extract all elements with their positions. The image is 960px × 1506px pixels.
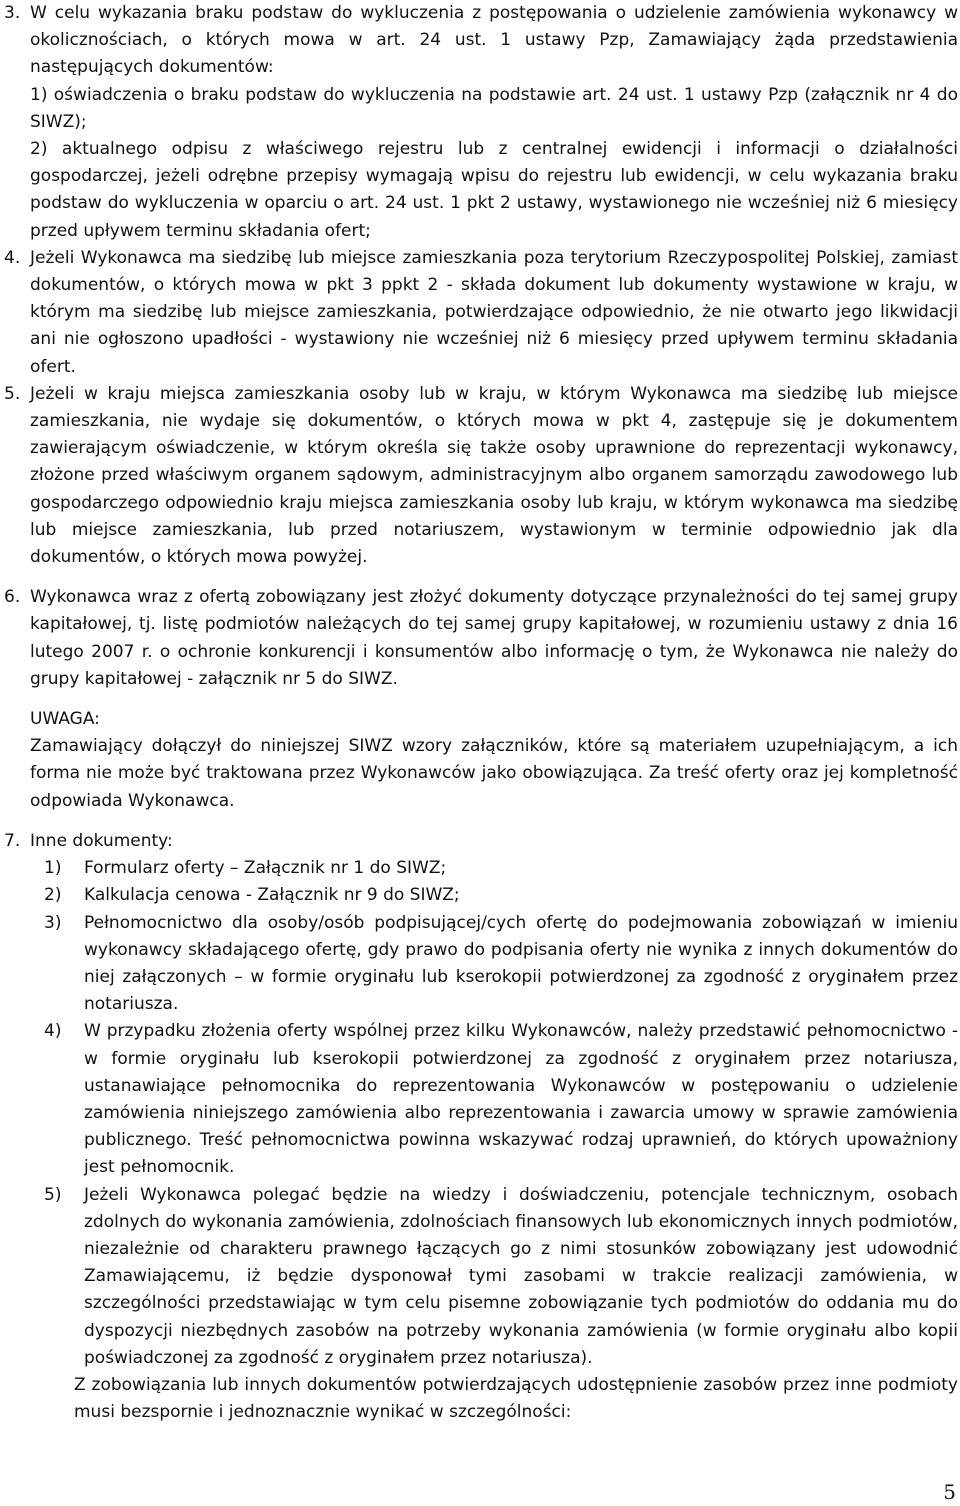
section-6-text: Wykonawca wraz z ofertą zobowiązany jest złożyć dokumenty dotyczące przynależności do tej samej grupy kapitałowej, tj. listę podmiotów należących do tej samej grupy kapitałowej, w rozumieniu ustawy z dnia 16 lutego 2007 r. o ochronie konkurencji i konsumentów albo informację o tym, że Wykonawca nie należy do grupy kapitałowej - załącznik nr 5 do SIWZ. <box>30 587 958 689</box>
section-7-tail: Z zobowiązania lub innych dokumentów potwierdzających udostępnienie zasobów przez inne podmioty musi bezspornie i jednoznacznie wynikać w szczególności: <box>74 1374 958 1423</box>
section-7-list <box>30 855 958 1372</box>
section-6 <box>4 584 958 693</box>
list-item <box>44 882 958 909</box>
section-number: 3. <box>4 3 21 23</box>
section-number: 7. <box>4 830 21 851</box>
page-number: 5 <box>943 1480 956 1504</box>
section-number: 5. <box>4 383 21 404</box>
list-item-number: 3) <box>44 912 62 933</box>
section-5-text: Jeżeli w kraju miejsca zamieszkania osoby lub w kraju, w którym Wykonawca ma siedzibę lub miejsce zamieszkania, nie wydaje się dokumentów, o których mowa w pkt 4, zastępuje się je dokumentem zawierającym oświadczenie, w którym określa się także osoby uprawnione do reprezentacji wykonawcy, złożone przed właściwym organem sądowym, administracyjnym albo organem samorządu zawodowego lub gospodarczego odpowiednio kraju miejsca zamieszkania osoby lub kraju, w którym wykonawca ma siedzibę lub miejsce zamieszkania, lub przed notariuszem, wystawionym w terminie odpowiednio jak dla dokumentów, o których mowa powyżej. <box>30 383 958 568</box>
list-item-number: 4) <box>44 1021 62 1042</box>
list-item-number: 1) <box>44 858 62 879</box>
section-3-intro: W celu wykazania braku podstaw do wykluczenia z postępowania o udzielenie zamówienia wykonawcy w okolicznościach, o których mowa w art. 24 ust. 1 ustawy Pzp, Zamawiający żąda przedstawienia następujących dokumentów: <box>30 3 958 78</box>
list-item <box>44 855 958 882</box>
section-7 <box>4 828 958 855</box>
section-4 <box>4 245 958 381</box>
list-item <box>44 910 958 1019</box>
list-item <box>44 1182 958 1372</box>
section-5 <box>4 381 958 571</box>
section-3 <box>4 0 958 245</box>
notice-text: Zamawiający dołączył do niniejszej SIWZ wzory załączników, które są materiałem uzupełniającym, a ich forma nie może być traktowana przez Wykonawców jako obowiązująca. Za treść oferty oraz jej kompletność odpowiada Wykonawca. <box>30 736 958 811</box>
list-item-text: W przypadku złożenia oferty wspólnej przez kilku Wykonawców, należy przedstawić pełnomocnictwo - w formie oryginału lub kserokopii potwierdzonej za zgodność z oryginałem przez notariusza, ustanawiające pełnomocnika do reprezentowania Wykonawców w postępowaniu o udzielenie zamówienia niniejszego zamówienia albo reprezentowania i zawarcia umowy w sprawie zamówienia publicznego. Treść pełnomocnictwa powinna wskazywać rodzaj uprawnień, do których upoważniony jest pełnomocnik. <box>84 1021 958 1178</box>
list-item-text: Formularz oferty – Załącznik nr 1 do SIWZ; <box>84 858 447 879</box>
section-3-item-1: 1) oświadczenia o braku podstaw do wykluczenia na podstawie art. 24 ust. 1 ustawy Pzp (załącznik nr 4 do SIWZ); <box>30 84 958 132</box>
notice <box>30 706 958 815</box>
section-number: 6. <box>4 587 21 608</box>
list-item-text: Jeżeli Wykonawca polegać będzie na wiedzy i doświadczeniu, potencjale technicznym, osobach zdolnych do wykonania zamówienia, zdolnościach finansowych lub ekonomicznych innych podmiotów, niezależnie od charakteru prawnego łączących go z nimi stosunków zobowiązany jest udowodnić Zamawiającemu, iż będzie dysponował tymi zasobami w trakcie realizacji zamówienia, w szczególności przedstawiając w tym celu pisemne zobowiązanie tych podmiotów do oddania mu do dyspozycji niezbędnych zasobów na potrzeby wykonania zamówienia (w formie oryginału albo kopii poświadczonej za zgodność z oryginałem przez notariusza). <box>84 1184 958 1368</box>
document-body <box>4 0 958 1426</box>
list-item-text: Kalkulacja cenowa - Załącznik nr 9 do SIWZ; <box>84 885 460 906</box>
section-3-item-2: 2) aktualnego odpisu z właściwego rejestru lub z centralnej ewidencji i informacji o działalności gospodarczej, jeżeli odrębne przepisy wymagają wpisu do rejestru lub ewidencji, w celu wykazania braku podstaw do wykluczenia w oparciu o art. 24 ust. 1 pkt 2 ustawy, wystawionego nie wcześniej niż 6 miesięcy przed upływem terminu składania ofert; <box>30 139 958 241</box>
notice-label: UWAGA: <box>30 709 100 730</box>
list-item-text: Pełnomocnictwo dla osoby/osób podpisującej/cych ofertę do podejmowania zobowiązań w imieniu wykonawcy składającego ofertę, gdy prawo do podpisania oferty nie wynika z innych dokumentów do niej załączonych – w formie oryginału lub kserokopii potwierdzonej za zgodność z oryginałem przez notariusza. <box>84 912 958 1015</box>
list-item <box>44 1018 958 1181</box>
section-4-text: Jeżeli Wykonawca ma siedzibę lub miejsce zamieszkania poza terytorium Rzeczypospolitej Polskiej, zamiast dokumentów, o których mowa w pkt 3 ppkt 2 - składa dokument lub dokumenty wystawione w kraju, w którym ma siedzibę lub miejsce zamieszkania, potwierdzające odpowiednio, że nie otwarto jego likwidacji ani nie ogłoszono upadłości - wystawiony nie wcześniej niż 6 miesięcy przed upływem terminu składania ofert. <box>30 247 958 377</box>
list-item-number: 5) <box>44 1184 62 1205</box>
section-7-title: Inne dokumenty: <box>30 830 173 851</box>
section-number: 4. <box>4 247 21 268</box>
list-item-number: 2) <box>44 885 62 906</box>
